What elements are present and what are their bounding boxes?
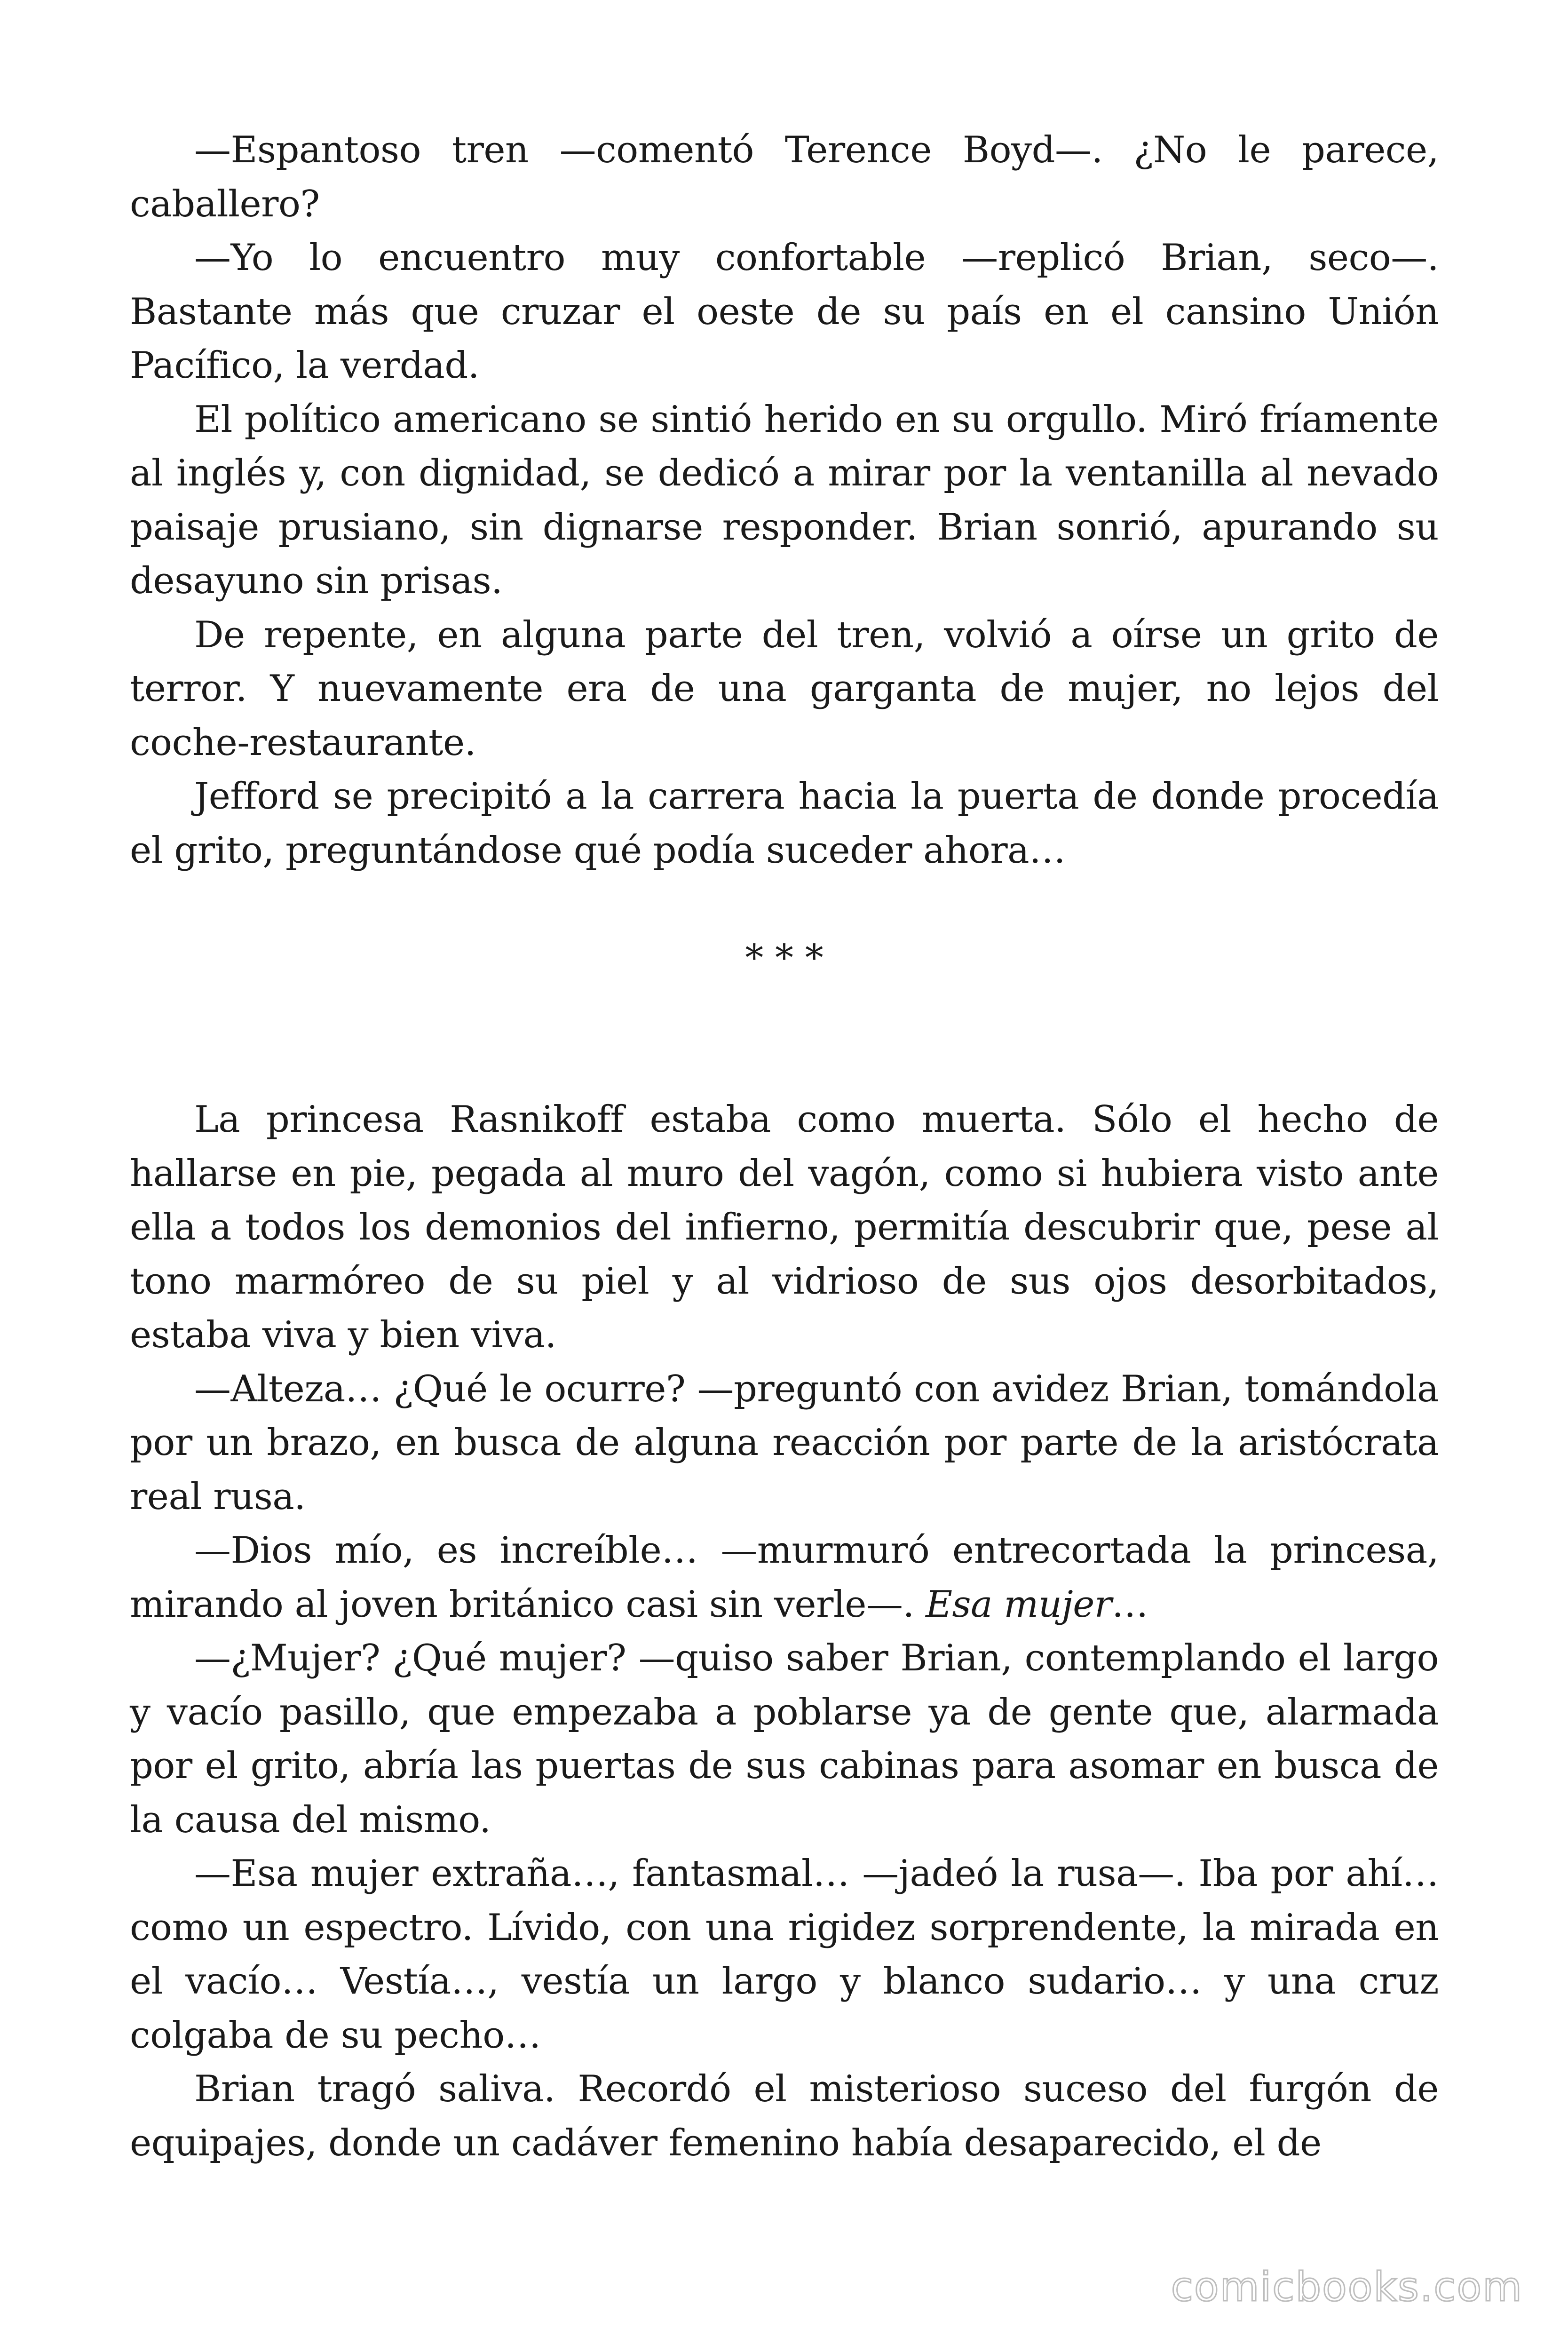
paragraph: —Esa mujer extraña…, fantasmal… —jadeó la rusa—. Iba por ahí… como un espectro. Lívido, con una rigidez sorprendente, la mirada en el vacío… Vestía…, vestía un largo y blanco sudario… y una cruz colgaba de su pecho… [130, 1852, 1439, 2057]
text-column [130, 123, 1439, 2170]
paragraph: El político americano se sintió herido en su orgullo. Miró fríamente al inglés y, con dignidad, se dedicó a mirar por la ventanilla al nevado paisaje prusiano, sin dignarse responder. Brian sonrió, apurando su desayuno sin prisas. [130, 398, 1439, 602]
paragraph: Jefford se precipitó a la carrera hacia la puerta de donde procedía el grito, preguntándose qué podía suceder ahora… [130, 775, 1439, 872]
spacer [130, 877, 1439, 931]
scene-break: * * * [745, 937, 824, 979]
paragraph: —Alteza… ¿Qué le ocurre? —preguntó con avidez Brian, tomándola por un brazo, en busca de alguna reacción por parte de la aristócrata real rusa. [130, 1367, 1439, 1518]
paragraph: De repente, en alguna parte del tren, volvió a oírse un grito de terror. Y nuevamente era de una garganta de mujer, no lejos del coche-restaurante. [130, 613, 1439, 764]
text-run: … [1111, 1583, 1148, 1626]
text-run: —Dios mío, es increíble… —murmuró entrecortada la princesa, mirando al joven británico casi sin verle—. [130, 1529, 1439, 1626]
paragraph: La princesa Rasnikoff estaba como muerta. Sólo el hecho de hallarse en pie, pegada al muro del vagón, como si hubiera visto ante ella a todos los demonios del infierno, permitía descubrir que, pese al tono marmóreo de su piel y al vidrioso de sus ojos desorbitados, estaba viva y bien viva. [130, 1098, 1439, 1356]
paragraph: Brian tragó saliva. Recordó el misterioso suceso del furgón de equipajes, donde un cadáver femenino había desaparecido, el de [130, 2068, 1439, 2164]
spacer [130, 985, 1439, 1093]
paragraph: —Espantoso tren —comentó Terence Boyd—. ¿No le parece, caballero? [130, 129, 1439, 225]
watermark-text: comicbooks.com [1171, 2264, 1523, 2311]
paragraph [130, 1524, 1439, 1631]
paragraph: —Yo lo encuentro muy confortable —replicó Brian, seco—. Bastante más que cruzar el oeste de su país en el cansino Unión Pacífico, la verdad. [130, 237, 1439, 387]
italic-text-run: Esa mujer [926, 1583, 1112, 1626]
paragraph: —¿Mujer? ¿Qué mujer? —quiso saber Brian, contemplando el largo y vacío pasillo, que empezaba a poblarse ya de gente que, alarmada por el grito, abría las puertas de sus cabinas para asomar en busca de la causa del mismo. [130, 1637, 1439, 1841]
